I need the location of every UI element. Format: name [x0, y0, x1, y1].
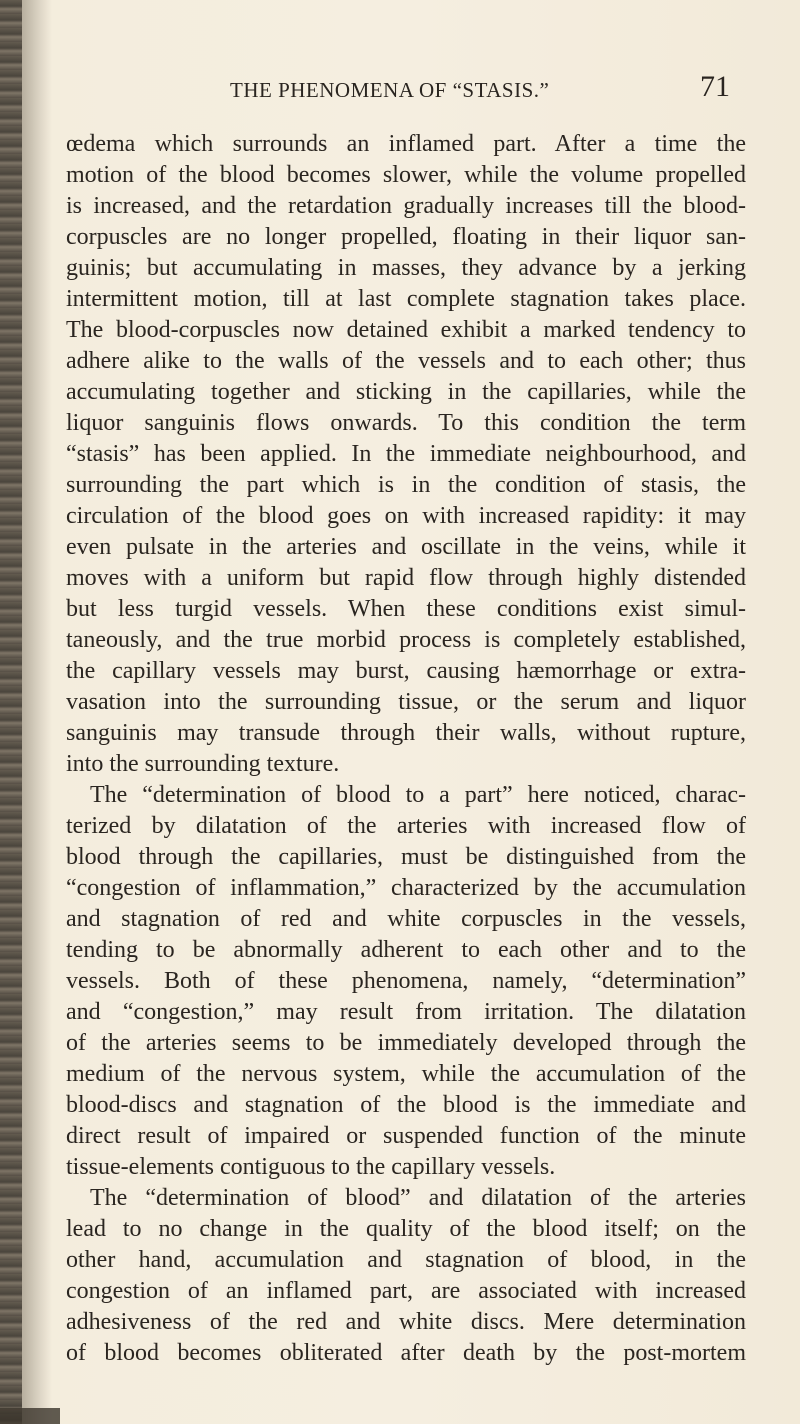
text-line: medium of the nervous system, while the accumulation of the	[66, 1061, 746, 1087]
text-line: vasation into the surrounding tissue, or the serum and liquor	[66, 689, 746, 715]
text-line: blood through the capillaries, must be distinguished from the	[66, 844, 746, 870]
paragraph-start-line: The “determination of blood to a part” here noticed, charac-	[90, 782, 746, 808]
text-line: and stagnation of red and white corpuscles in the vessels,	[66, 906, 746, 932]
text-line: is increased, and the retardation gradually increases till the blood-	[66, 193, 746, 219]
text-line: œdema which surrounds an inflamed part. After a time the	[66, 131, 746, 157]
text-line: liquor sanguinis flows onwards. To this condition the term	[66, 410, 746, 436]
text-line: corpuscles are no longer propelled, floating in their liquor san-	[66, 224, 746, 250]
text-line: taneously, and the true morbid process is completely established,	[66, 627, 746, 653]
text-line: direct result of impaired or suspended function of the minute	[66, 1123, 746, 1149]
running-head	[230, 70, 730, 110]
book-binding-edge	[0, 0, 22, 1424]
text-line: into the surrounding texture.	[66, 751, 340, 777]
text-line: and “congestion,” may result from irritation. The dilatation	[66, 999, 746, 1025]
text-line: terized by dilatation of the arteries with increased flow of	[66, 813, 746, 839]
text-line: lead to no change in the quality of the blood itself; on the	[66, 1216, 746, 1242]
text-line: “congestion of inflammation,” characterized by the accumulation	[66, 875, 746, 901]
text-line: The blood-corpuscles now detained exhibit a marked tendency to	[66, 317, 746, 343]
text-line: circulation of the blood goes on with increased rapidity: it may	[66, 503, 746, 529]
text-line: motion of the blood becomes slower, while the volume propelled	[66, 162, 746, 188]
page-number: 71	[700, 70, 730, 103]
text-line: vessels. Both of these phenomena, namely, “determination”	[66, 968, 746, 994]
paragraph-start-line: The “determination of blood” and dilatation of the arteries	[90, 1185, 746, 1211]
text-line: other hand, accumulation and stagnation of blood, in the	[66, 1247, 746, 1273]
binding-corner-shadow	[0, 1408, 60, 1424]
text-line: sanguinis may transude through their walls, without rupture,	[66, 720, 746, 746]
text-line: of blood becomes obliterated after death by the post-mortem	[66, 1340, 746, 1366]
text-line: guinis; but accumulating in masses, they advance by a jerking	[66, 255, 746, 281]
text-line: moves with a uniform but rapid flow through highly distended	[66, 565, 746, 591]
text-line: the capillary vessels may burst, causing hæmorrhage or extra-	[66, 658, 746, 684]
text-line: “stasis” has been applied. In the immediate neighbourhood, and	[66, 441, 746, 467]
running-title: THE PHENOMENA OF “STASIS.”	[230, 78, 550, 102]
text-line: adhesiveness of the red and white discs. Mere determination	[66, 1309, 746, 1335]
text-line: accumulating together and sticking in the capillaries, while the	[66, 379, 746, 405]
text-line: congestion of an inflamed part, are associated with increased	[66, 1278, 746, 1304]
text-line: intermittent motion, till at last complete stagnation takes place.	[66, 286, 746, 312]
binding-shadow	[22, 0, 52, 1424]
text-line: of the arteries seems to be immediately developed through the	[66, 1030, 746, 1056]
text-line: tending to be abnormally adherent to each other and to the	[66, 937, 746, 963]
text-line: even pulsate in the arteries and oscillate in the veins, while it	[66, 534, 746, 560]
text-line: adhere alike to the walls of the vessels and to each other; thus	[66, 348, 746, 374]
text-line: blood-discs and stagnation of the blood is the immediate and	[66, 1092, 746, 1118]
text-line: surrounding the part which is in the condition of stasis, the	[66, 472, 746, 498]
text-line: tissue-elements contiguous to the capillary vessels.	[66, 1154, 556, 1180]
text-line: but less turgid vessels. When these conditions exist simul-	[66, 596, 746, 622]
